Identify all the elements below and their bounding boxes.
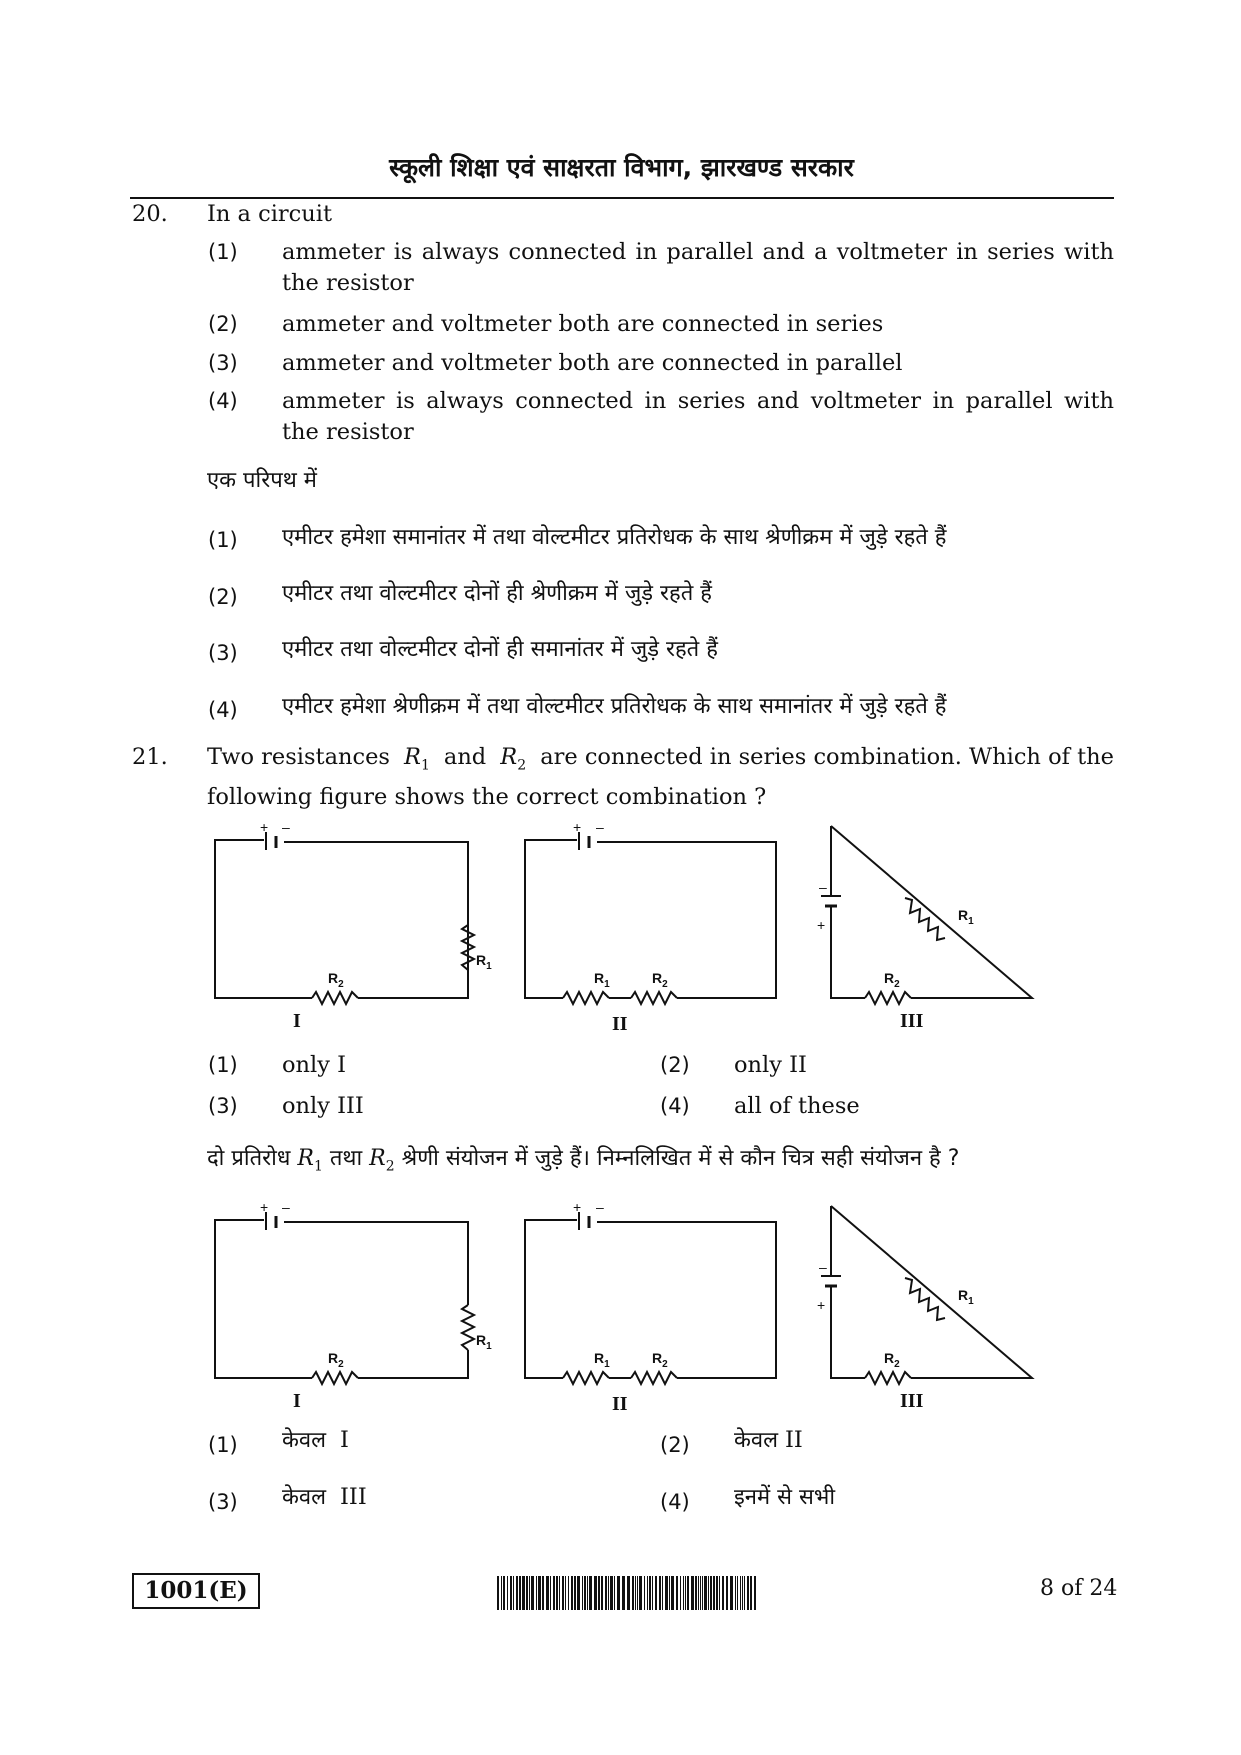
q20-en-opt2-num: (2) (208, 312, 238, 336)
q20-en-opt3-num: (3) (208, 351, 238, 375)
q21-en-opt4-num: (4) (660, 1094, 690, 1118)
q20-hi-opt2-num: (2) (208, 585, 238, 609)
fig2-hi-caption: II (612, 1393, 628, 1415)
page-number: 8 of 24 (1040, 1576, 1118, 1601)
q20-hi-opt3: एमीटर तथा वोल्टमीटर दोनों ही समानांतर में जुड़े रहते हैं (282, 637, 718, 662)
q21-en-opt3: only III (282, 1093, 364, 1119)
barcode (497, 1576, 757, 1610)
q21-en-opt2: only II (734, 1052, 807, 1078)
fig2-hi-minus: – (596, 1200, 604, 1215)
fig2-hi-plus: + (573, 1200, 582, 1215)
q21-hi-opt1: केवल I (282, 1427, 349, 1453)
q21-number: 21. (132, 744, 168, 770)
fig3-hi-caption: III (900, 1390, 924, 1412)
fig3-hi-r1-label: $R_1$ (958, 1287, 974, 1307)
q21-question-hi: दो प्रतिरोध $R_1$ तथा $R_2$ श्रेणी संयोजन में जुड़े हैं। निम्नलिखित में से कौन चित्र सही संयोजन है ? (207, 1146, 960, 1175)
q20-hi-opt3-num: (3) (208, 641, 238, 665)
fig2-hi-r2-label: $R_2$ (652, 1350, 668, 1370)
fig2-r2-label: $R_2$ (652, 970, 668, 990)
q20-hi-opt1-num: (1) (208, 528, 238, 552)
fig2-caption: II (612, 1013, 628, 1035)
q20-hi-opt4-num: (4) (208, 698, 238, 722)
fig2-r1-label: $R_1$ (594, 970, 610, 990)
q21-q-part-a: Two resistances (207, 744, 390, 770)
fig2-hi-r1-label: $R_1$ (594, 1350, 610, 1370)
q20-en-opt2: ammeter and voltmeter both are connected in series (282, 311, 884, 337)
q21-en-opt1-num: (1) (208, 1053, 238, 1077)
q20-hi-opt4: एमीटर हमेशा श्रेणीक्रम में तथा वोल्टमीटर प्रतिरोधक के साथ समानांतर में जुड़े रहते हैं (282, 694, 947, 719)
fig3-hi-plus: + (817, 1297, 826, 1313)
q21-hi-opt4-num: (4) (660, 1490, 690, 1514)
circuit-figures-en (200, 820, 1060, 1040)
q20-en-opt4-num: (4) (208, 389, 238, 413)
q21-hi-opt2-num: (2) (660, 1433, 690, 1457)
fig3-caption: III (900, 1010, 924, 1032)
fig1-caption: I (293, 1010, 301, 1032)
q20-en-opt1: ammeter is always connected in parallel and a voltmeter in series with the resistor (282, 239, 1114, 296)
page-header: स्कूली शिक्षा एवं साक्षरता विभाग, झारखण्ड सरकार (389, 153, 854, 182)
q21-question-en-line2: following figure shows the correct combination ? (207, 784, 767, 810)
q21-en-opt1: only I (282, 1052, 346, 1078)
q21-hi-opt2: केवल II (734, 1427, 803, 1453)
q21-en-opt3-num: (3) (208, 1094, 238, 1118)
q20-hi-opt1: एमीटर हमेशा समानांतर में तथा वोल्टमीटर प्रतिरोधक के साथ श्रेणीक्रम में जुड़े रहते हैं (282, 525, 947, 550)
q21-q-and: and (443, 744, 487, 770)
fig1-hi-plus: + (260, 1200, 269, 1215)
q21-q-part-b: are connected in series combination. Which of the (540, 744, 1114, 770)
q21-hi-opt3-num: (3) (208, 1490, 238, 1514)
fig1-hi-r1-label: $R_1$ (476, 1332, 492, 1352)
fig1-r1-label: $R_1$ (476, 952, 492, 972)
fig3-minus: – (819, 879, 827, 895)
fig2-plus: + (573, 820, 582, 835)
fig1-hi-minus: – (282, 1200, 290, 1215)
q20-hi-opt2: एमीटर तथा वोल्टमीटर दोनों ही श्रेणीक्रम में जुड़े रहते हैं (282, 581, 712, 606)
fig1-plus: + (260, 820, 269, 835)
q20-number: 20. (132, 201, 168, 227)
q20-en-opt1-num: (1) (208, 240, 238, 264)
q21-en-opt4: all of these (734, 1093, 860, 1119)
fig2-minus: – (596, 820, 604, 835)
q21-q-r1: $R_1$ (403, 744, 430, 774)
fig3-hi-minus: – (819, 1259, 827, 1275)
fig3-hi-r2-label: $R_2$ (884, 1350, 900, 1370)
circuit-figures-hi (200, 1200, 1060, 1420)
paper-code: 1001(E) (132, 1573, 260, 1609)
q21-hi-opt3: केवल III (282, 1484, 367, 1510)
q21-q-r2: $R_2$ (500, 744, 527, 774)
fig3-r2-label: $R_2$ (884, 970, 900, 990)
q21-hi-opt4: इनमें से सभी (734, 1485, 836, 1510)
fig1-hi-caption: I (293, 1390, 301, 1412)
q20-question-hi: एक परिपथ में (207, 468, 317, 493)
q21-en-opt2-num: (2) (660, 1053, 690, 1077)
fig1-hi-r2-label: $R_2$ (328, 1350, 344, 1370)
q21-question-en-line1 (207, 742, 1114, 782)
fig1-r2-label: $R_2$ (328, 970, 344, 990)
fig1-minus: – (282, 820, 290, 835)
q20-en-opt4: ammeter is always connected in series and voltmeter in parallel with the resistor (282, 388, 1114, 445)
fig3-plus: + (817, 917, 826, 933)
fig3-r1-label: $R_1$ (958, 907, 974, 927)
q20-en-opt3: ammeter and voltmeter both are connected in parallel (282, 350, 903, 376)
q21-hi-opt1-num: (1) (208, 1433, 238, 1457)
q20-question-en: In a circuit (207, 201, 332, 227)
